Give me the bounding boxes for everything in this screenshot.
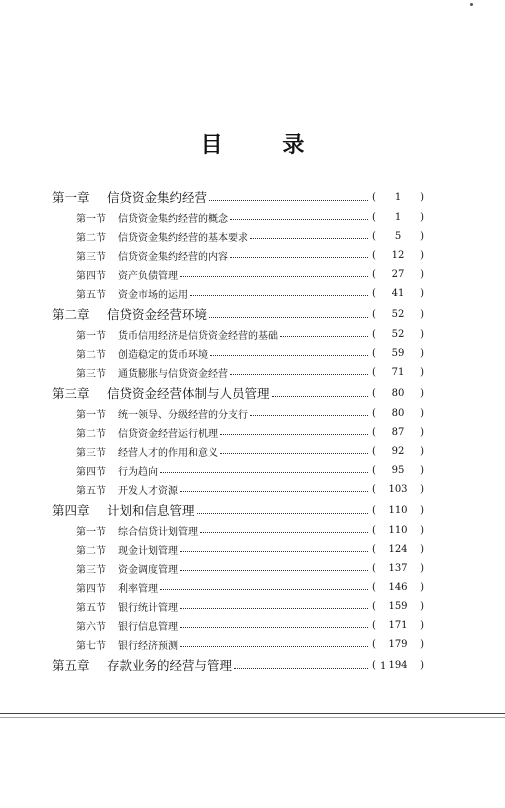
toc-page-ref	[370, 563, 424, 574]
toc-entry-title: 信贷资金经营体制与人员管理	[107, 386, 270, 401]
toc-leader-dots	[209, 304, 368, 318]
toc-entry-label: 第二节	[76, 546, 106, 557]
toc-entry-label: 第四节	[76, 467, 106, 478]
toc-entry-title: 信贷资金集约经营的基本要求	[118, 233, 248, 244]
toc-leader-dots	[180, 481, 368, 492]
toc-entry-title: 资金市场的运用	[118, 290, 188, 301]
open-paren: (	[372, 563, 376, 574]
toc-page-ref	[370, 484, 424, 495]
toc-page-ref	[370, 544, 424, 555]
toc-chapter-row	[52, 499, 424, 521]
toc-page-number: 110	[388, 504, 408, 516]
toc-section-row	[52, 540, 424, 559]
open-paren: (	[372, 387, 376, 399]
toc-entry-title: 综合信贷计划管理	[118, 527, 198, 538]
toc-page-number: 80	[391, 387, 405, 399]
toc-page-number: 137	[388, 563, 408, 574]
toc-entry-title: 通货膨胀与信贷资金经营	[118, 369, 228, 380]
toc-page-number: 1	[394, 212, 402, 223]
toc-chapter-row	[52, 186, 424, 208]
toc-entry-title: 统一领导、分级经营的分支行	[118, 410, 248, 421]
toc-entry-label: 第一节	[76, 527, 106, 538]
toc-leader-dots	[197, 500, 368, 514]
close-paren: )	[420, 525, 424, 536]
close-paren: )	[420, 427, 424, 438]
close-paren: )	[420, 601, 424, 612]
toc-page-ref	[370, 660, 424, 671]
open-paren: (	[372, 504, 376, 516]
toc-entry-label: 第二节	[76, 350, 106, 361]
toc-page-ref	[370, 601, 424, 612]
toc-page-number: 95	[391, 465, 405, 476]
toc-entry-label: 第二章	[52, 307, 90, 322]
toc-leader-dots	[280, 326, 368, 337]
open-paren: (	[372, 308, 376, 320]
close-paren: )	[420, 191, 424, 203]
toc-page-ref	[370, 309, 424, 320]
toc-chapter-row	[52, 303, 424, 325]
toc-page-number: 1	[394, 191, 402, 203]
toc-section-row	[52, 442, 424, 461]
toc-page-ref	[370, 505, 424, 516]
toc-section-row	[52, 616, 424, 635]
open-paren: (	[372, 348, 376, 359]
toc-entry-title: 利率管理	[118, 584, 158, 595]
toc-entry-label: 第四节	[76, 271, 106, 282]
toc-leader-dots	[250, 228, 368, 239]
open-paren: (	[372, 191, 376, 203]
toc-section-row	[52, 246, 424, 265]
toc-leader-dots	[180, 560, 368, 571]
toc-page-number: 5	[394, 231, 402, 242]
toc-entry-label: 第六节	[76, 622, 106, 633]
toc-page-number: 80	[391, 408, 405, 419]
toc-page-number: 52	[391, 329, 405, 340]
toc-entry-label: 第四节	[76, 584, 106, 595]
open-paren: (	[372, 288, 376, 299]
toc-page-number: 52	[391, 308, 405, 320]
toc-page-ref	[370, 525, 424, 536]
toc-entry-title: 资金调度管理	[118, 565, 178, 576]
toc-page-ref	[370, 329, 424, 340]
close-paren: )	[420, 659, 424, 671]
toc-entry-label: 第三章	[52, 386, 90, 401]
toc-section-row	[52, 521, 424, 540]
toc-entry-title: 资产负债管理	[118, 271, 178, 282]
toc-leader-dots	[180, 598, 368, 609]
toc-entry-title: 经营人才的作用和意义	[118, 448, 218, 459]
toc-leader-dots	[180, 636, 368, 647]
toc-entry-label: 第一节	[76, 410, 106, 421]
toc-entry-title: 信贷资金经营运行机理	[118, 429, 218, 440]
toc-page-ref	[370, 231, 424, 242]
open-paren: (	[372, 408, 376, 419]
toc-entry-label: 第五节	[76, 603, 106, 614]
toc-entry-title: 信贷资金经营环境	[107, 307, 208, 322]
toc-page-ref	[370, 582, 424, 593]
toc-entry-label: 第一节	[76, 331, 106, 342]
toc-leader-dots	[190, 285, 368, 296]
toc-page-number: 194	[388, 659, 408, 671]
toc-leader-dots	[180, 266, 368, 277]
toc-chapter-row	[52, 654, 424, 676]
toc-leader-dots	[234, 655, 368, 669]
open-paren: (	[372, 544, 376, 555]
page-number: 1	[380, 661, 387, 672]
close-paren: )	[420, 544, 424, 555]
toc-leader-dots	[230, 247, 368, 258]
toc-entry-title: 计划和信息管理	[107, 503, 195, 518]
toc-leader-dots	[209, 187, 368, 201]
toc-entry-title: 货币信用经济是信贷资金经营的基础	[118, 331, 278, 342]
open-paren: (	[372, 601, 376, 612]
toc-page-ref	[370, 348, 424, 359]
open-paren: (	[372, 250, 376, 261]
bottom-rule-secondary	[0, 717, 505, 718]
open-paren: (	[372, 659, 376, 671]
open-paren: (	[372, 269, 376, 280]
toc-entry-label: 第四章	[52, 503, 90, 518]
close-paren: )	[420, 620, 424, 631]
toc-page-number: 124	[388, 544, 408, 555]
close-paren: )	[420, 408, 424, 419]
table-of-contents	[52, 186, 424, 676]
toc-chapter-row	[52, 382, 424, 404]
toc-page-number: 159	[388, 601, 408, 612]
toc-page-number: 103	[388, 484, 408, 495]
toc-leader-dots	[220, 424, 368, 435]
close-paren: )	[420, 269, 424, 280]
close-paren: )	[420, 446, 424, 457]
toc-leader-dots	[230, 364, 368, 375]
close-paren: )	[420, 212, 424, 223]
toc-entry-label: 第五节	[76, 486, 106, 497]
toc-page-ref	[370, 192, 424, 203]
toc-leader-dots	[272, 383, 368, 397]
close-paren: )	[420, 563, 424, 574]
toc-entry-label: 第三节	[76, 565, 106, 576]
toc-page-ref	[370, 446, 424, 457]
toc-section-row	[52, 265, 424, 284]
close-paren: )	[420, 639, 424, 650]
toc-page-number: 146	[388, 582, 408, 593]
open-paren: (	[372, 582, 376, 593]
toc-page-number: 41	[391, 288, 405, 299]
scan-speck	[470, 3, 473, 6]
toc-entry-title: 存款业务的经营与管理	[107, 658, 233, 673]
toc-entry-label: 第七节	[76, 641, 106, 652]
open-paren: (	[372, 620, 376, 631]
close-paren: )	[420, 484, 424, 495]
close-paren: )	[420, 288, 424, 299]
close-paren: )	[420, 231, 424, 242]
close-paren: )	[420, 367, 424, 378]
toc-leader-dots	[250, 405, 368, 416]
toc-section-row	[52, 284, 424, 303]
toc-entry-title: 信贷资金集约经营的概念	[118, 214, 228, 225]
toc-section-row	[52, 635, 424, 654]
open-paren: (	[372, 446, 376, 457]
toc-entry-title: 创造稳定的货币环境	[118, 350, 208, 361]
toc-section-row	[52, 363, 424, 382]
toc-page-number: 171	[388, 620, 408, 631]
toc-page-number: 92	[391, 446, 405, 457]
toc-section-row	[52, 597, 424, 616]
toc-page-number: 71	[391, 367, 405, 378]
close-paren: )	[420, 250, 424, 261]
toc-entry-label: 第三节	[76, 369, 106, 380]
toc-entry-label: 第五节	[76, 290, 106, 301]
toc-section-row	[52, 404, 424, 423]
toc-page-ref	[370, 408, 424, 419]
toc-leader-dots	[200, 522, 368, 533]
toc-entry-title: 银行统计管理	[118, 603, 178, 614]
close-paren: )	[420, 465, 424, 476]
toc-section-row	[52, 578, 424, 597]
toc-entry-label: 第二节	[76, 429, 106, 440]
toc-entry-label: 第五章	[52, 658, 90, 673]
toc-page-number: 110	[388, 525, 408, 536]
toc-leader-dots	[160, 462, 368, 473]
close-paren: )	[420, 348, 424, 359]
toc-section-row	[52, 559, 424, 578]
toc-entry-label: 第三节	[76, 448, 106, 459]
close-paren: )	[420, 387, 424, 399]
toc-section-row	[52, 325, 424, 344]
toc-page-number: 59	[391, 348, 405, 359]
toc-section-row	[52, 208, 424, 227]
toc-leader-dots	[230, 209, 368, 220]
toc-page-ref	[370, 367, 424, 378]
toc-entry-title: 开发人才资源	[118, 486, 178, 497]
close-paren: )	[420, 504, 424, 516]
toc-page-ref	[370, 269, 424, 280]
toc-leader-dots	[210, 345, 368, 356]
toc-entry-title: 银行经济预测	[118, 641, 178, 652]
toc-page-number: 12	[391, 250, 405, 261]
toc-page-ref	[370, 427, 424, 438]
toc-section-row	[52, 480, 424, 499]
toc-section-row	[52, 344, 424, 363]
toc-page-number: 27	[391, 269, 405, 280]
toc-leader-dots	[180, 541, 368, 552]
toc-entry-label: 第二节	[76, 233, 106, 244]
toc-page-ref	[370, 388, 424, 399]
toc-entry-label: 第三节	[76, 252, 106, 263]
close-paren: )	[420, 308, 424, 320]
open-paren: (	[372, 427, 376, 438]
open-paren: (	[372, 639, 376, 650]
open-paren: (	[372, 465, 376, 476]
open-paren: (	[372, 484, 376, 495]
toc-page-ref	[370, 639, 424, 650]
toc-entry-title: 银行信息管理	[118, 622, 178, 633]
toc-page-number: 87	[391, 427, 405, 438]
close-paren: )	[420, 329, 424, 340]
open-paren: (	[372, 329, 376, 340]
toc-entry-title: 现金计划管理	[118, 546, 178, 557]
toc-page-ref	[370, 620, 424, 631]
page-title: 目 录	[200, 132, 331, 158]
toc-section-row	[52, 461, 424, 480]
toc-leader-dots	[180, 617, 368, 628]
open-paren: (	[372, 525, 376, 536]
open-paren: (	[372, 367, 376, 378]
open-paren: (	[372, 212, 376, 223]
toc-leader-dots	[160, 579, 368, 590]
toc-page-ref	[370, 250, 424, 261]
toc-entry-title: 信贷资金集约经营的内容	[118, 252, 228, 263]
toc-page-ref	[370, 212, 424, 223]
toc-entry-title: 信贷资金集约经营	[107, 190, 208, 205]
bottom-rule	[0, 713, 505, 714]
toc-entry-label: 第一节	[76, 214, 106, 225]
toc-section-row	[52, 227, 424, 246]
toc-page-ref	[370, 465, 424, 476]
close-paren: )	[420, 582, 424, 593]
toc-page-number: 179	[388, 639, 408, 650]
toc-leader-dots	[220, 443, 368, 454]
toc-section-row	[52, 423, 424, 442]
open-paren: (	[372, 231, 376, 242]
toc-entry-title: 行为趋向	[118, 467, 158, 478]
toc-entry-label: 第一章	[52, 190, 90, 205]
toc-page-ref	[370, 288, 424, 299]
